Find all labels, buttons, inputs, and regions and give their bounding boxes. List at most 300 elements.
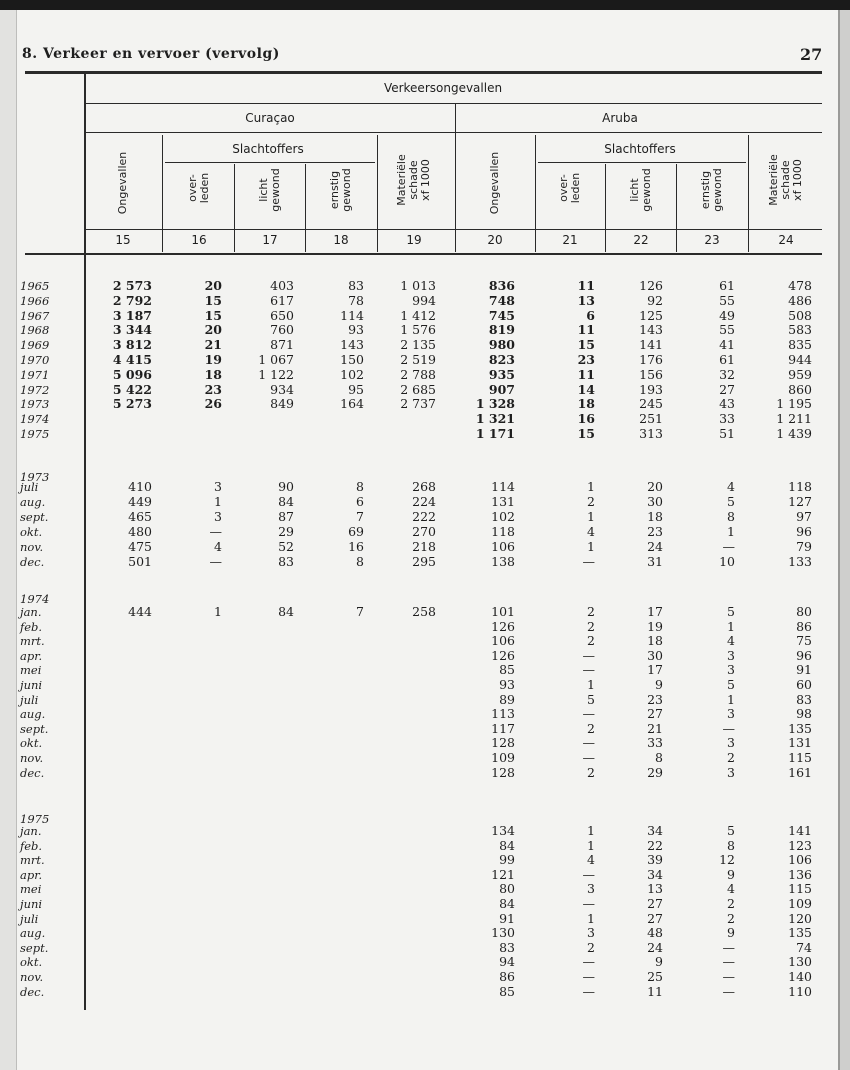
table-cell-col-16: 1 — [214, 604, 222, 619]
table-cell-col-20: 131 — [491, 493, 515, 509]
column-number: 18 — [333, 233, 349, 247]
table-cell-col-20: 84 — [499, 837, 515, 853]
table-cell-col-23: 51 — [719, 426, 735, 441]
table-cell-col-23: 1 — [727, 691, 735, 707]
table-cell-col-20: 1 328 — [475, 396, 515, 412]
table-cell-col-21: — — [582, 553, 595, 569]
table-cell-col-23: 2 — [727, 910, 735, 926]
table-cell-col-19: 994 — [412, 292, 436, 308]
table-cell-col-19: 2 519 — [400, 352, 436, 367]
table-cell-col-22: 23 — [647, 691, 663, 707]
rule — [165, 162, 375, 163]
table-cell-col-23: 61 — [719, 278, 735, 293]
table-cell-col-22: 8 — [655, 750, 663, 765]
table-cell-col-17: 90 — [278, 479, 294, 494]
col-header-licht-gewond: licht gewond — [257, 168, 282, 212]
col-divider — [162, 135, 163, 252]
table-cell-col-24: 96 — [796, 647, 812, 663]
table-cell-col-18: 16 — [348, 538, 364, 554]
table-cell-col-22: 23 — [647, 523, 663, 539]
table-cell-col-19: 270 — [412, 523, 436, 539]
table-cell-col-20: 819 — [488, 322, 515, 338]
row-label: 1972 — [20, 382, 50, 397]
table-cell-col-23: 2 — [727, 750, 735, 765]
table-cell-col-15: 2 792 — [112, 292, 152, 308]
table-cell-col-24: 140 — [788, 969, 812, 984]
table-cell-col-16: 3 — [214, 479, 222, 494]
table-cell-col-20: 102 — [491, 508, 515, 524]
table-row — [0, 751, 850, 765]
table-cell-col-21: 2 — [587, 720, 595, 736]
table-cell-col-23: 41 — [719, 337, 735, 353]
table-cell-col-24: 106 — [788, 852, 812, 868]
table-row — [0, 427, 850, 441]
table-cell-col-22: 48 — [647, 925, 663, 941]
table-cell-col-20: 86 — [499, 969, 515, 984]
table-cell-col-20: 99 — [499, 852, 515, 868]
aruba-victims-header: Slachtoffers — [604, 142, 676, 156]
table-cell-col-16: 23 — [204, 381, 222, 397]
table-cell-col-20: 134 — [491, 823, 515, 838]
table-row — [0, 605, 850, 619]
table-cell-col-22: 17 — [647, 662, 663, 678]
table-cell-col-21: 1 — [587, 508, 595, 524]
row-label: nov. — [20, 539, 44, 554]
table-cell-col-23: 55 — [719, 292, 735, 308]
table-cell-col-24: 123 — [788, 837, 812, 853]
table-cell-col-23: 55 — [719, 322, 735, 338]
table-cell-col-22: 25 — [647, 969, 663, 984]
table-cell-col-21: — — [582, 866, 595, 882]
table-cell-col-22: 17 — [647, 604, 663, 619]
table-cell-col-15: 475 — [128, 538, 152, 554]
table-cell-col-21: — — [582, 647, 595, 663]
table-row — [0, 338, 850, 352]
table-cell-col-23: 2 — [727, 896, 735, 911]
table-cell-col-22: 193 — [639, 381, 663, 397]
row-label: feb. — [20, 838, 43, 853]
table-cell-col-21: — — [582, 750, 595, 765]
table-cell-col-20: 748 — [488, 292, 515, 308]
table-cell-col-24: 135 — [788, 720, 812, 736]
table-row — [0, 309, 850, 323]
table-cell-col-19: 1 576 — [400, 322, 436, 338]
rule — [86, 132, 822, 133]
table-cell-col-24: 478 — [788, 278, 812, 293]
table-cell-col-20: 128 — [491, 735, 515, 751]
table-cell-col-15: 444 — [128, 604, 152, 619]
table-cell-col-16: 20 — [204, 322, 222, 338]
table-cell-col-20: 94 — [499, 954, 515, 970]
table-cell-col-23: 8 — [727, 837, 735, 853]
table-cell-col-20: 85 — [499, 983, 515, 999]
table-row — [0, 693, 850, 707]
table-cell-col-24: 97 — [796, 508, 812, 524]
table-cell-col-23: — — [722, 983, 735, 999]
row-label: dec. — [20, 984, 45, 999]
table-cell-col-21: 18 — [577, 396, 595, 412]
table-cell-col-19: 295 — [412, 553, 436, 569]
table-cell-col-20: 106 — [491, 633, 515, 649]
table-cell-col-16: 20 — [204, 278, 222, 293]
table-cell-col-19: 222 — [412, 508, 436, 524]
table-cell-col-18: 6 — [356, 493, 364, 509]
row-label: dec. — [20, 554, 45, 569]
table-cell-col-15: 501 — [128, 553, 152, 569]
table-cell-col-19: 1 412 — [400, 307, 436, 323]
table-cell-col-24: 110 — [788, 983, 812, 999]
table-cell-col-22: 143 — [639, 322, 663, 338]
table-cell-col-17: 617 — [270, 292, 294, 308]
table-cell-col-15: 3 812 — [112, 337, 152, 353]
table-row — [0, 525, 850, 539]
row-label: juli — [20, 692, 39, 707]
col-header-materiele-schade: Materiële schade xf 1000 — [767, 154, 804, 206]
col-header-materiele-schade: Materiële schade xf 1000 — [395, 154, 432, 206]
table-cell-col-24: 860 — [788, 381, 812, 397]
table-cell-col-20: 106 — [491, 538, 515, 554]
row-label: aug. — [20, 707, 46, 722]
col-header-licht-gewond: licht gewond — [628, 168, 653, 212]
table-row — [0, 766, 850, 780]
section-year-heading: 1975 — [20, 812, 50, 826]
table-cell-col-22: 18 — [647, 633, 663, 649]
row-label: juni — [20, 897, 43, 911]
table-cell-col-20: 101 — [491, 604, 515, 619]
table-cell-col-18: 114 — [340, 307, 364, 323]
table-cell-col-23: — — [722, 969, 735, 984]
table-cell-col-19: 2 135 — [400, 337, 436, 353]
table-cell-col-20: 89 — [499, 691, 515, 707]
table-cell-col-18: 8 — [356, 553, 364, 569]
row-label: nov. — [20, 751, 44, 765]
table-cell-col-24: 120 — [788, 910, 812, 926]
row-label: okt. — [20, 736, 43, 751]
table-cell-col-15: 5 096 — [112, 366, 152, 382]
table-cell-col-20: 91 — [499, 910, 515, 926]
table-cell-col-23: 3 — [727, 735, 735, 751]
table-cell-col-22: 30 — [647, 647, 663, 663]
table-cell-col-22: 9 — [655, 677, 663, 692]
table-cell-col-22: 126 — [639, 278, 663, 293]
table-row — [0, 294, 850, 308]
table-cell-col-21: 4 — [587, 523, 595, 539]
col-header-ernstig-gewond: ernstig gewond — [328, 168, 353, 212]
table-cell-col-24: 136 — [788, 866, 812, 882]
table-cell-col-20: 980 — [488, 337, 515, 353]
table-cell-col-22: 20 — [647, 479, 663, 494]
table-cell-col-22: 31 — [647, 553, 663, 569]
table-cell-col-16: — — [209, 523, 222, 539]
table-cell-col-24: 135 — [788, 925, 812, 941]
table-row — [0, 510, 850, 524]
table-cell-col-20: 80 — [499, 881, 515, 897]
table-cell-col-23: 1 — [727, 523, 735, 539]
table-cell-col-20: 126 — [491, 618, 515, 634]
table-cell-col-22: 313 — [639, 426, 663, 441]
table-cell-col-18: 95 — [348, 381, 364, 397]
table-cell-col-21: — — [582, 954, 595, 970]
table-cell-col-21: 1 — [587, 910, 595, 926]
table-cell-col-21: 16 — [577, 411, 595, 427]
table-cell-col-22: 156 — [639, 366, 663, 382]
top-rule — [25, 71, 822, 74]
table-row — [0, 912, 850, 926]
table-row — [0, 882, 850, 896]
column-number: 20 — [487, 233, 503, 247]
table-cell-col-21: — — [582, 983, 595, 999]
table-cell-col-20: 84 — [499, 896, 515, 911]
table-cell-col-16: — — [209, 553, 222, 569]
table-row — [0, 824, 850, 838]
table-cell-col-17: 83 — [278, 553, 294, 569]
table-cell-col-18: 7 — [356, 604, 364, 619]
table-cell-col-20: 83 — [499, 939, 515, 955]
table-cell-col-18: 93 — [348, 322, 364, 338]
table-row — [0, 555, 850, 569]
table-cell-col-24: 96 — [796, 523, 812, 539]
table-row — [0, 368, 850, 382]
table-cell-col-23: 61 — [719, 352, 735, 367]
table-cell-col-23: — — [722, 538, 735, 554]
table-cell-col-19: 224 — [412, 493, 436, 509]
page-number: 27 — [800, 45, 823, 64]
table-cell-col-24: 508 — [788, 307, 812, 323]
table-row — [0, 736, 850, 750]
table-cell-col-22: 176 — [639, 352, 663, 367]
row-label: dec. — [20, 765, 45, 780]
table-cell-col-21: 3 — [587, 881, 595, 897]
table-cell-col-21: 4 — [587, 852, 595, 868]
table-cell-col-16: 15 — [204, 292, 222, 308]
table-cell-col-17: 1 122 — [258, 366, 294, 382]
section-year-heading: 1974 — [20, 592, 50, 606]
table-row — [0, 353, 850, 367]
table-cell-col-21: — — [582, 706, 595, 722]
row-label: jan. — [20, 824, 42, 838]
table-cell-col-23: — — [722, 720, 735, 736]
table-cell-col-23: 1 — [727, 618, 735, 634]
table-cell-col-20: 935 — [488, 366, 515, 382]
table-cell-col-17: 84 — [278, 604, 294, 619]
table-cell-col-19: 258 — [412, 604, 436, 619]
column-number: 23 — [704, 233, 720, 247]
row-label: 1971 — [20, 367, 50, 382]
table-cell-col-23: 4 — [727, 633, 735, 649]
col-header-overleden: over- leden — [186, 172, 211, 204]
table-row — [0, 970, 850, 984]
table-row — [0, 707, 850, 721]
table-cell-col-23: 3 — [727, 647, 735, 663]
column-number: 16 — [191, 233, 207, 247]
row-label: 1973 — [20, 397, 50, 412]
table-cell-col-16: 21 — [204, 337, 222, 353]
table-row — [0, 540, 850, 554]
table-row — [0, 985, 850, 999]
table-cell-col-16: 4 — [214, 538, 222, 554]
table-row — [0, 495, 850, 509]
row-label: aug. — [20, 926, 46, 941]
table-cell-col-21: 1 — [587, 677, 595, 692]
table-cell-col-23: 10 — [719, 553, 735, 569]
table-cell-col-21: 11 — [577, 278, 595, 293]
table-cell-col-17: 934 — [270, 381, 294, 397]
table-cell-col-16: 3 — [214, 508, 222, 524]
table-cell-col-22: 27 — [647, 896, 663, 911]
table-cell-col-22: 27 — [647, 910, 663, 926]
table-cell-col-15: 5 422 — [112, 381, 152, 397]
table-row — [0, 397, 850, 411]
table-cell-col-15: 410 — [128, 479, 152, 494]
header-bottom-rule — [25, 253, 822, 255]
table-cell-col-23: 3 — [727, 764, 735, 780]
row-label: mrt. — [20, 634, 45, 649]
table-cell-col-15: 3 344 — [112, 322, 152, 338]
table-cell-col-23: 5 — [727, 493, 735, 509]
column-number: 22 — [633, 233, 649, 247]
table-cell-col-15: 449 — [128, 493, 152, 509]
table-cell-col-21: 1 — [587, 823, 595, 838]
table-cell-col-22: 9 — [655, 954, 663, 970]
table-cell-col-23: 5 — [727, 823, 735, 838]
table-cell-col-24: 91 — [796, 662, 812, 678]
table-cell-col-20: 1 321 — [475, 411, 515, 427]
table-cell-col-22: 92 — [647, 292, 663, 308]
table-cell-col-23: — — [722, 954, 735, 970]
table-cell-col-23: 12 — [719, 852, 735, 868]
table-cell-col-21: 2 — [587, 939, 595, 955]
table-row — [0, 279, 850, 293]
table-cell-col-15: 465 — [128, 508, 152, 524]
table-cell-col-21: 5 — [587, 691, 595, 707]
table-cell-col-15: 5 273 — [112, 396, 152, 412]
table-cell-col-22: 34 — [647, 866, 663, 882]
col-header-overleden: over- leden — [557, 172, 582, 204]
table-cell-col-22: 34 — [647, 823, 663, 838]
table-cell-col-23: — — [722, 939, 735, 955]
table-cell-col-24: 130 — [788, 954, 812, 970]
table-row — [0, 955, 850, 969]
table-cell-col-20: 121 — [491, 866, 515, 882]
table-cell-col-18: 102 — [340, 366, 364, 382]
table-cell-col-24: 944 — [788, 352, 812, 367]
table-cell-col-19: 218 — [412, 538, 436, 554]
curacao-victims-header: Slachtoffers — [232, 142, 304, 156]
table-cell-col-22: 21 — [647, 720, 663, 736]
table-cell-col-24: 127 — [788, 493, 812, 509]
table-cell-col-23: 49 — [719, 307, 735, 323]
table-cell-col-15: 4 415 — [112, 352, 152, 367]
column-number: 17 — [262, 233, 278, 247]
table-cell-col-24: 115 — [788, 881, 812, 897]
table-cell-col-18: 78 — [348, 292, 364, 308]
col-divider — [748, 135, 749, 252]
table-cell-col-24: 83 — [796, 691, 812, 707]
table-cell-col-23: 43 — [719, 396, 735, 412]
table-cell-col-15: 2 573 — [112, 278, 152, 293]
table-row — [0, 839, 850, 853]
table-cell-col-24: 141 — [788, 823, 812, 838]
row-label: 1970 — [20, 353, 50, 367]
table-row — [0, 941, 850, 955]
row-label: 1967 — [20, 308, 50, 323]
table-cell-col-16: 15 — [204, 307, 222, 323]
table-cell-col-20: 745 — [488, 307, 515, 323]
table-cell-col-24: 80 — [796, 604, 812, 619]
table-row — [0, 323, 850, 337]
table-cell-col-17: 52 — [278, 538, 294, 554]
row-label: juli — [20, 911, 39, 926]
group-header: Verkeersongevallen — [383, 81, 503, 95]
table-cell-col-23: 5 — [727, 677, 735, 692]
table-cell-col-22: 24 — [647, 538, 663, 554]
table-cell-col-24: 98 — [796, 706, 812, 722]
table-cell-col-18: 69 — [348, 523, 364, 539]
table-cell-col-21: 3 — [587, 925, 595, 941]
row-label: okt. — [20, 955, 43, 970]
table-row — [0, 722, 850, 736]
table-cell-col-17: 1 067 — [258, 352, 294, 367]
column-number: 15 — [115, 233, 131, 247]
table-cell-col-23: 3 — [727, 662, 735, 678]
table-cell-col-23: 33 — [719, 411, 735, 427]
table-cell-col-23: 9 — [727, 925, 735, 941]
table-cell-col-24: 486 — [788, 292, 812, 308]
table-cell-col-21: 1 — [587, 538, 595, 554]
table-cell-col-18: 143 — [340, 337, 364, 353]
table-cell-col-22: 29 — [647, 764, 663, 780]
table-cell-col-24: 109 — [788, 896, 812, 911]
column-number: 24 — [778, 233, 794, 247]
row-label: sept. — [20, 721, 49, 736]
row-label: mei — [20, 882, 42, 897]
table-cell-col-21: 2 — [587, 604, 595, 619]
table-cell-col-21: 15 — [577, 426, 595, 441]
table-cell-col-23: 8 — [727, 508, 735, 524]
table-row — [0, 897, 850, 911]
table-cell-col-24: 1 195 — [776, 396, 812, 412]
row-label: 1969 — [20, 338, 50, 353]
table-cell-col-24: 959 — [788, 366, 812, 382]
table-cell-col-24: 1 439 — [776, 426, 812, 441]
table-cell-col-24: 118 — [788, 479, 812, 494]
table-cell-col-24: 86 — [796, 618, 812, 634]
table-cell-col-22: 18 — [647, 508, 663, 524]
column-number: 19 — [406, 233, 422, 247]
row-label: jan. — [20, 605, 42, 619]
table-cell-col-20: 138 — [491, 553, 515, 569]
table-cell-col-15: 3 187 — [112, 307, 152, 323]
rule — [86, 103, 822, 104]
table-cell-col-20: 836 — [488, 278, 515, 293]
row-label: 1975 — [20, 427, 50, 441]
table-cell-col-24: 835 — [788, 337, 812, 353]
table-cell-col-24: 133 — [788, 553, 812, 569]
row-label: sept. — [20, 509, 49, 524]
table-cell-col-21: 11 — [577, 322, 595, 338]
table-cell-col-21: 14 — [577, 381, 595, 397]
table-cell-col-18: 8 — [356, 479, 364, 494]
curacao-header: Curaçao — [245, 111, 295, 125]
col-header-ongevallen: Ongevallen — [488, 151, 501, 215]
table-cell-col-24: 583 — [788, 322, 812, 338]
table-cell-col-15: 480 — [128, 523, 152, 539]
table-cell-col-24: 74 — [796, 939, 812, 955]
col-divider — [676, 164, 677, 252]
table-cell-col-24: 75 — [796, 633, 812, 649]
table-cell-col-17: 650 — [270, 307, 294, 323]
table-cell-col-20: 93 — [499, 677, 515, 692]
